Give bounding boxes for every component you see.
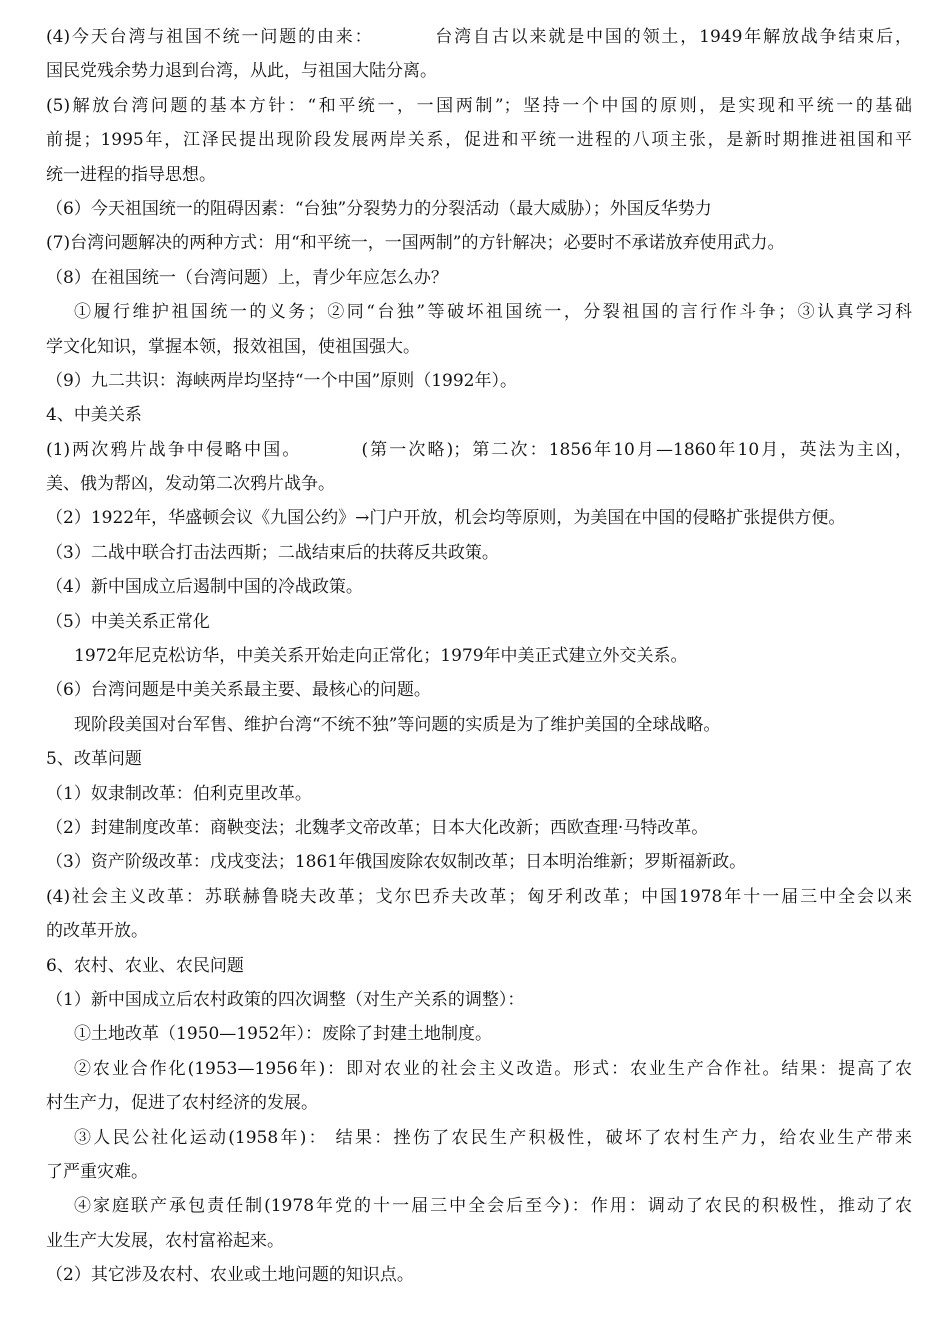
- text-line: (7)台湾问题解决的两种方式：用“和平统一，一国两制”的方针解决；必要时不承诺放弃使用武力。: [46, 233, 785, 254]
- text-line: 1972年尼克松访华，中美关系开始走向正常化；1979年中美正式建立外交关系。: [74, 646, 688, 667]
- text-line: 学文化知识，掌握本领，报效祖国，使祖国强大。: [46, 336, 420, 357]
- text-line: 统一进程的指导思想。: [46, 164, 216, 185]
- text-line: （3）二战中联合打击法西斯；二战结束后的扶蒋反共政策。: [46, 542, 499, 563]
- text-line: （6）今天祖国统一的阻碍因素：“台独”分裂势力的分裂活动（最大威胁）；外国反华势力: [46, 198, 712, 219]
- text-line: （1）新中国成立后农村政策的四次调整（对生产关系的调整）：: [46, 989, 525, 1010]
- text-line: ①土地改革（1950—1952年）：废除了封建土地制度。: [74, 1024, 493, 1045]
- text-line: (5)解放台湾问题的基本方针：“和平统一，一国两制”；坚持一个中国的原则，是实现和平统一的基础: [46, 95, 912, 116]
- section-heading: 5、改革问题: [46, 749, 142, 770]
- text-line: （2）其它涉及农村、农业或土地问题的知识点。: [46, 1265, 414, 1286]
- text-line: 了严重灾难。: [46, 1161, 148, 1182]
- text-line: （4）新中国成立后遏制中国的冷战政策。: [46, 577, 363, 598]
- text-segment: (第一次略)；第二次：1856年10月—1860年10月，英法为主凶，: [361, 439, 912, 460]
- text-line: 现阶段美国对台军售、维护台湾“不统不独”等问题的实质是为了维护美国的全球战略。: [74, 714, 721, 735]
- text-line: 前提；1995年，江泽民提出现阶段发展两岸关系，促进和平统一进程的八项主张，是新时期推进祖国和平: [46, 130, 912, 151]
- text-line: 村生产力，促进了农村经济的发展。: [46, 1093, 318, 1114]
- text-line: 的改革开放。: [46, 921, 148, 942]
- text-line: (4)社会主义改革：苏联赫鲁晓夫改革；戈尔巴乔夫改革；匈牙利改革；中国1978年十一届三中全会以来: [46, 886, 912, 907]
- text-segment: 台湾自古以来就是中国的领土，1949年解放战争结束后，: [433, 27, 912, 47]
- text-line: [46, 433, 912, 467]
- text-segment: (4)今天台湾与祖国不统一问题的由来：: [46, 27, 374, 47]
- text-line: 国民党残余势力退到台湾，从此，与祖国大陆分离。: [46, 61, 437, 82]
- text-line: ①履行维护祖国统一的义务；②同“台独”等破坏祖国统一，分裂祖国的言行作斗争；③认真学习科: [74, 302, 912, 323]
- text-line: 业生产大发展，农村富裕起来。: [46, 1230, 284, 1251]
- section-heading: 6、农村、农业、农民问题: [46, 955, 244, 976]
- text-line: （9）九二共识：海峡两岸均坚持“一个中国”原则（1992年）。: [46, 370, 517, 391]
- text-line: （1）奴隶制改革：伯利克里改革。: [46, 783, 312, 804]
- text-line: （5）中美关系正常化: [46, 611, 210, 632]
- text-line: ③人民公社化运动(1958年)： 结果：挫伤了农民生产积极性，破坏了农村生产力，给农业生产带来: [74, 1127, 912, 1148]
- section-heading: 4、中美关系: [46, 405, 142, 426]
- text-line: （3）资产阶级改革：戊戌变法；1861年俄国废除农奴制改革；日本明治维新；罗斯福新政。: [46, 852, 747, 873]
- text-segment: (1)两次鸦片战争中侵略中国。: [46, 439, 302, 460]
- text-line: ④家庭联产承包责任制(1978年党的十一届三中全会后至今)：作用：调动了农民的积极性，推动了农: [74, 1196, 912, 1217]
- text-line: （8）在祖国统一（台湾问题）上，青少年应怎么办？: [46, 267, 448, 288]
- text-line: ②农业合作化(1953—1956年)：即对农业的社会主义改造。形式：农业生产合作社。结果：提高了农: [74, 1058, 912, 1079]
- text-line: [46, 20, 912, 54]
- text-line: （2）1922年，华盛顿会议《九国公约》→门户开放，机会均等原则，为美国在中国的侵略扩张提供方便。: [46, 508, 846, 529]
- text-line: （2）封建制度改革：商鞅变法；北魏孝文帝改革；日本大化改新；西欧查理·马特改革。: [46, 817, 709, 838]
- text-line: 美、俄为帮凶，发动第二次鸦片战争。: [46, 474, 335, 495]
- text-line: （6）台湾问题是中美关系最主要、最核心的问题。: [46, 680, 431, 701]
